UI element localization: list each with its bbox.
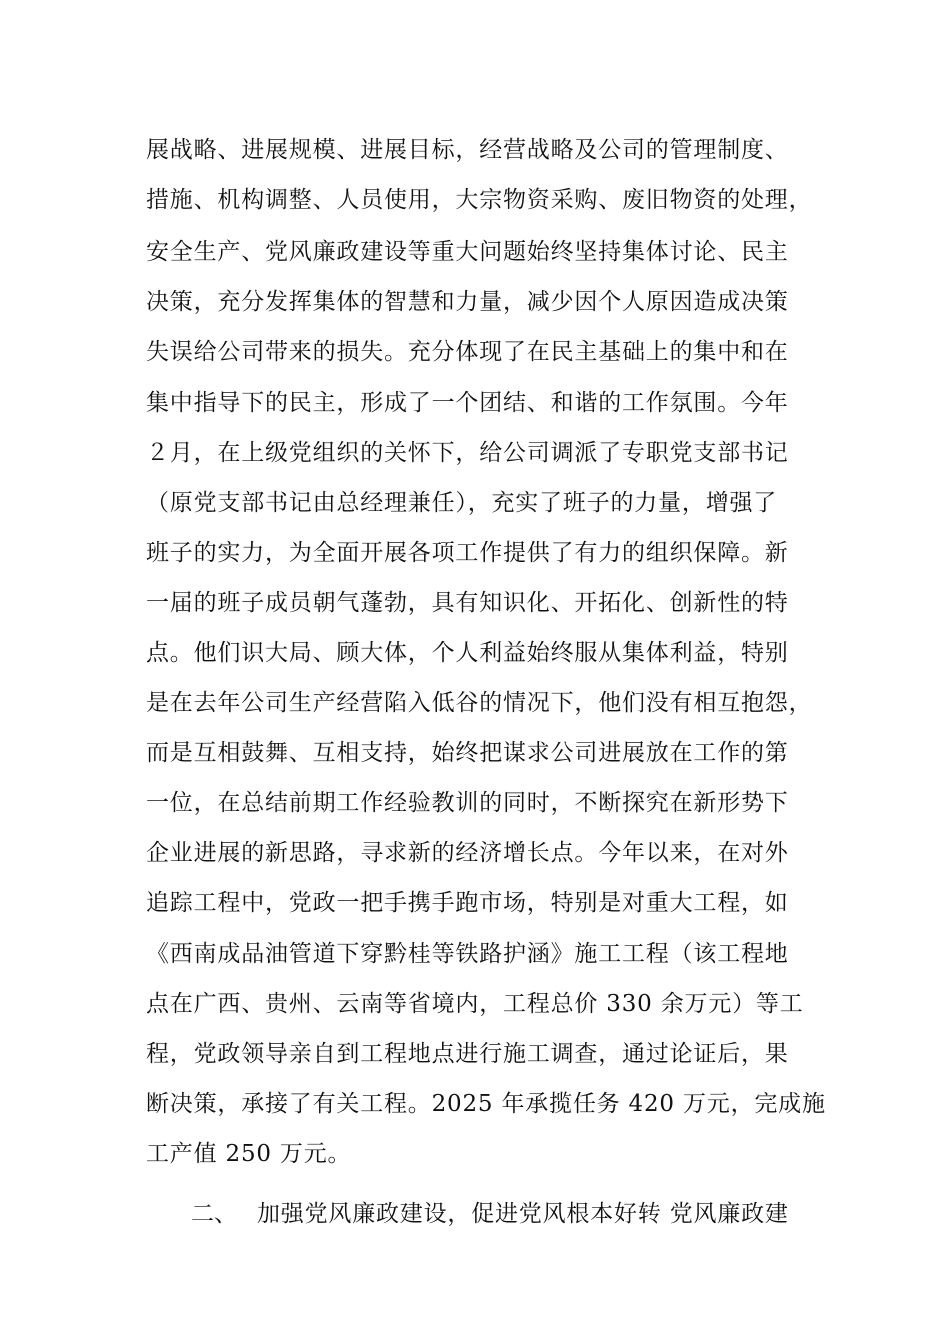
body-text-line: 程，党政领导亲自到工程地点进行施工调查，通过论证后，果: [146, 1041, 789, 1067]
body-text-line: 点。他们识大局、顾大体，个人利益始终服从集体利益，特别: [146, 640, 789, 666]
body-text-line: 而是互相鼓舞、互相支持，始终把谋求公司进展放在工作的第: [146, 740, 789, 766]
body-text-line: 一届的班子成员朝气蓬勃，具有知识化、开拓化、创新性的特: [146, 590, 789, 616]
body-text-line: 点在广西、贵州、云南等省境内，工程总价 330 余万元）等工: [146, 991, 804, 1017]
body-text-line: 追踪工程中，党政一把手携手跑市场，特别是对重大工程，如: [146, 890, 789, 916]
body-text-line: 决策，充分发挥集体的智慧和力量，减少因个人原因造成决策: [146, 289, 789, 315]
section-heading-text: 加强党风廉政建设，促进党风根本好转 党风廉政建: [257, 1201, 789, 1227]
body-text-line: 一位，在总结前期工作经验教训的同时，不断探究在新形势下: [146, 790, 789, 816]
body-text-line: ２月，在上级党组织的关怀下，给公司调派了专职党支部书记: [146, 440, 789, 466]
body-text-line: 失误给公司带来的损失。充分体现了在民主基础上的集中和在: [146, 339, 789, 365]
body-text-line: 措施、机构调整、人员使用，大宗物资采购、废旧物资的处理，: [146, 187, 813, 213]
body-text-line: 是在去年公司生产经营陷入低谷的情况下，他们没有相互抱怨，: [146, 690, 813, 716]
body-text-line: 断决策，承接了有关工程。2025 年承揽任务 420 万元，完成施: [146, 1091, 826, 1117]
body-text-line: 安全生产、党风廉政建设等重大问题始终坚持集体讨论、民主: [146, 239, 789, 265]
body-text-line: 工产值 250 万元。: [146, 1141, 352, 1167]
body-text-line: 企业进展的新思路，寻求新的经济增长点。今年以来，在对外: [146, 840, 789, 866]
body-text-line: 集中指导下的民主，形成了一个团结、和谐的工作氛围。今年: [146, 390, 789, 416]
body-text-line: 班子的实力，为全面开展各项工作提供了有力的组织保障。新: [146, 540, 789, 566]
body-text-line: （原党支部书记由总经理兼任），充实了班子的力量，增强了: [146, 490, 778, 516]
section-heading-number: 二、: [191, 1201, 237, 1227]
body-text-line: 《西南成品油管道下穿黔桂等铁路护涵》施工工程（该工程地: [146, 941, 789, 967]
body-text-line: 展战略、进展规模、进展目标，经营战略及公司的管理制度、: [146, 137, 789, 163]
